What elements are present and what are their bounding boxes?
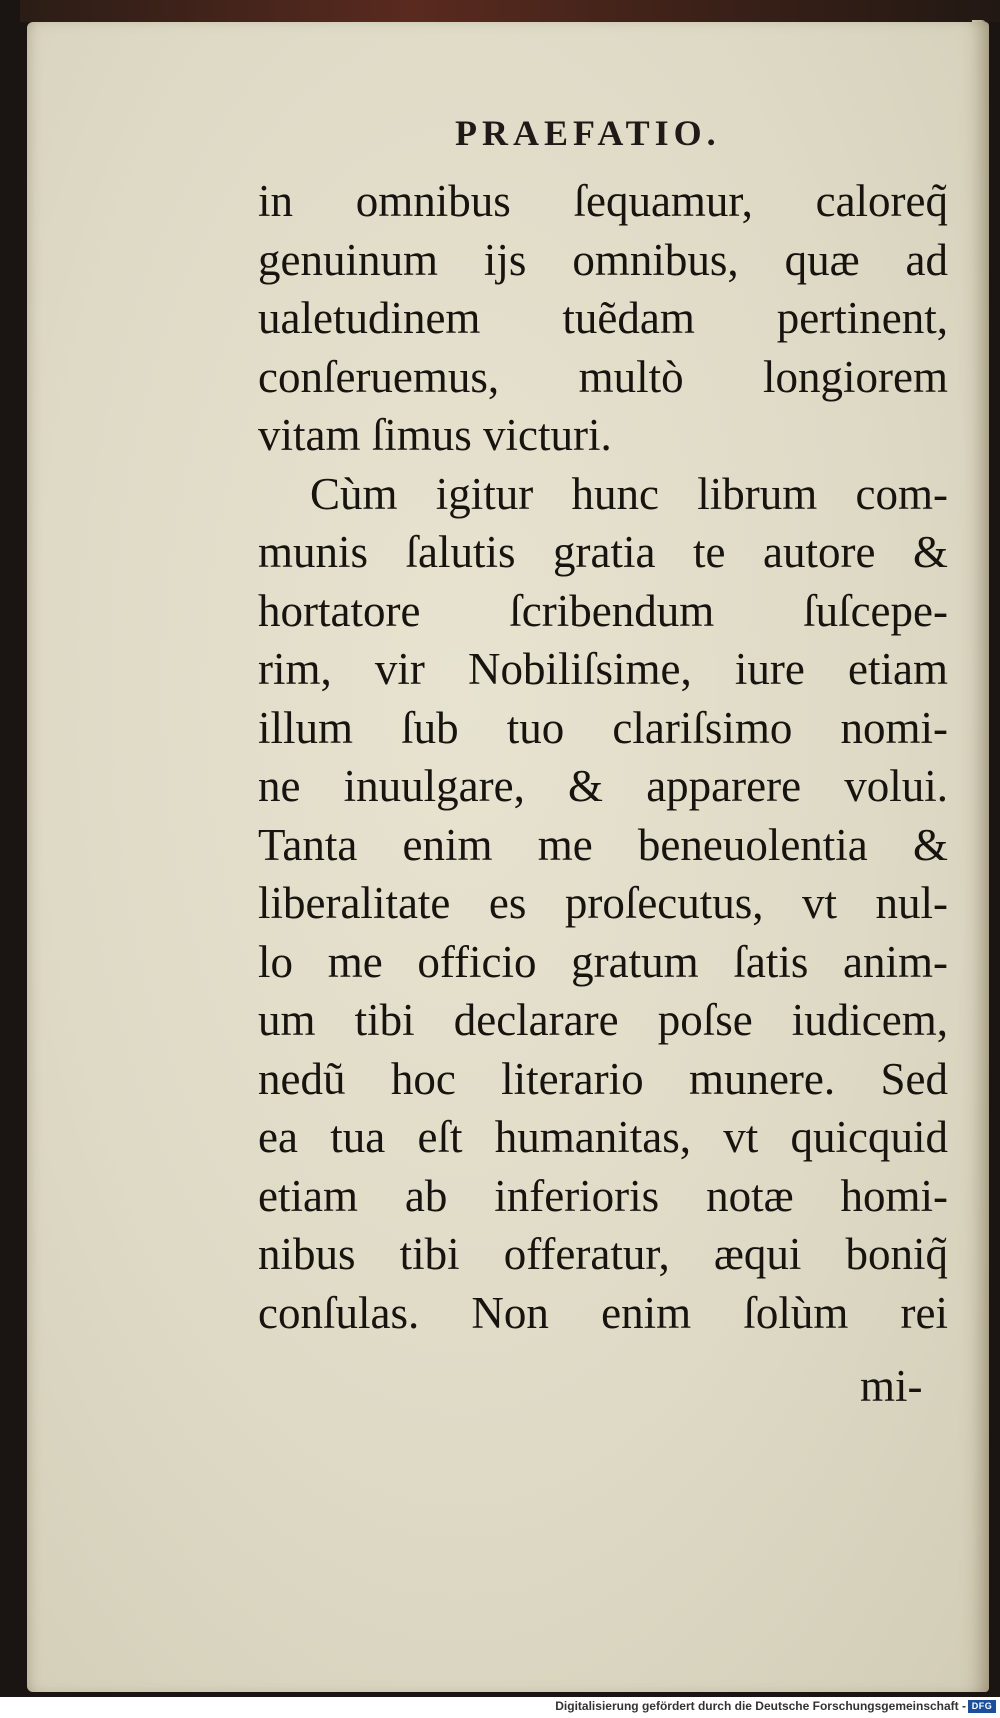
page-body-text bbox=[258, 172, 948, 1342]
book-top-edge bbox=[20, 0, 1000, 22]
text-line: ea tua eſt humanitas, vt quicquid bbox=[258, 1112, 948, 1162]
text-line: etiam ab inferioris notæ homi- bbox=[258, 1170, 948, 1221]
text-line: um tibi declarare poſse iudicem, bbox=[258, 995, 948, 1045]
text-line: ne inuulgare, & apparere volui. bbox=[258, 761, 948, 811]
text-line: ualetudinem tuẽdam pertinent, bbox=[258, 293, 948, 343]
dfg-logo-icon: DFG bbox=[968, 1700, 996, 1713]
text-line: illum ſub tuo clariſsimo nomi- bbox=[258, 702, 948, 753]
text-line: in omnibus ſequamur, caloreq̃ bbox=[258, 176, 948, 226]
text-line: nibus tibi offeratur, æqui boniq̃ bbox=[258, 1229, 948, 1279]
text-line: genuinum ijs omnibus, quæ ad bbox=[258, 234, 948, 285]
text-line: Tanta enim me beneuolentia & bbox=[258, 819, 948, 870]
footer-credit-text: Digitalisierung gefördert durch die Deutsche Forschungsgemeinschaft - bbox=[555, 1699, 966, 1713]
text-line: munis ſalutis gratia te autore & bbox=[258, 527, 948, 577]
text-line: nedũ hoc literario munere. Sed bbox=[258, 1053, 948, 1104]
text-line: vitam ſimus victuri. bbox=[258, 410, 612, 460]
text-line: lo me officio gratum ſatis anim- bbox=[258, 936, 948, 987]
text-line: liberalitate es proſecutus, vt nul- bbox=[258, 878, 948, 928]
text-line: conſulas. Non enim ſolùm rei bbox=[258, 1287, 948, 1338]
text-line: hortatore ſcribendum ſuſcepe- bbox=[258, 585, 948, 636]
text-line: Cùm igitur hunc librum com- bbox=[310, 468, 948, 519]
running-head: PRAEFATIO. bbox=[455, 113, 721, 153]
catchword: mi- bbox=[860, 1361, 923, 1411]
text-line: conſeruemus, multò longiorem bbox=[258, 351, 948, 402]
text-line: rim, vir Nobiliſsime, iure etiam bbox=[258, 644, 948, 694]
